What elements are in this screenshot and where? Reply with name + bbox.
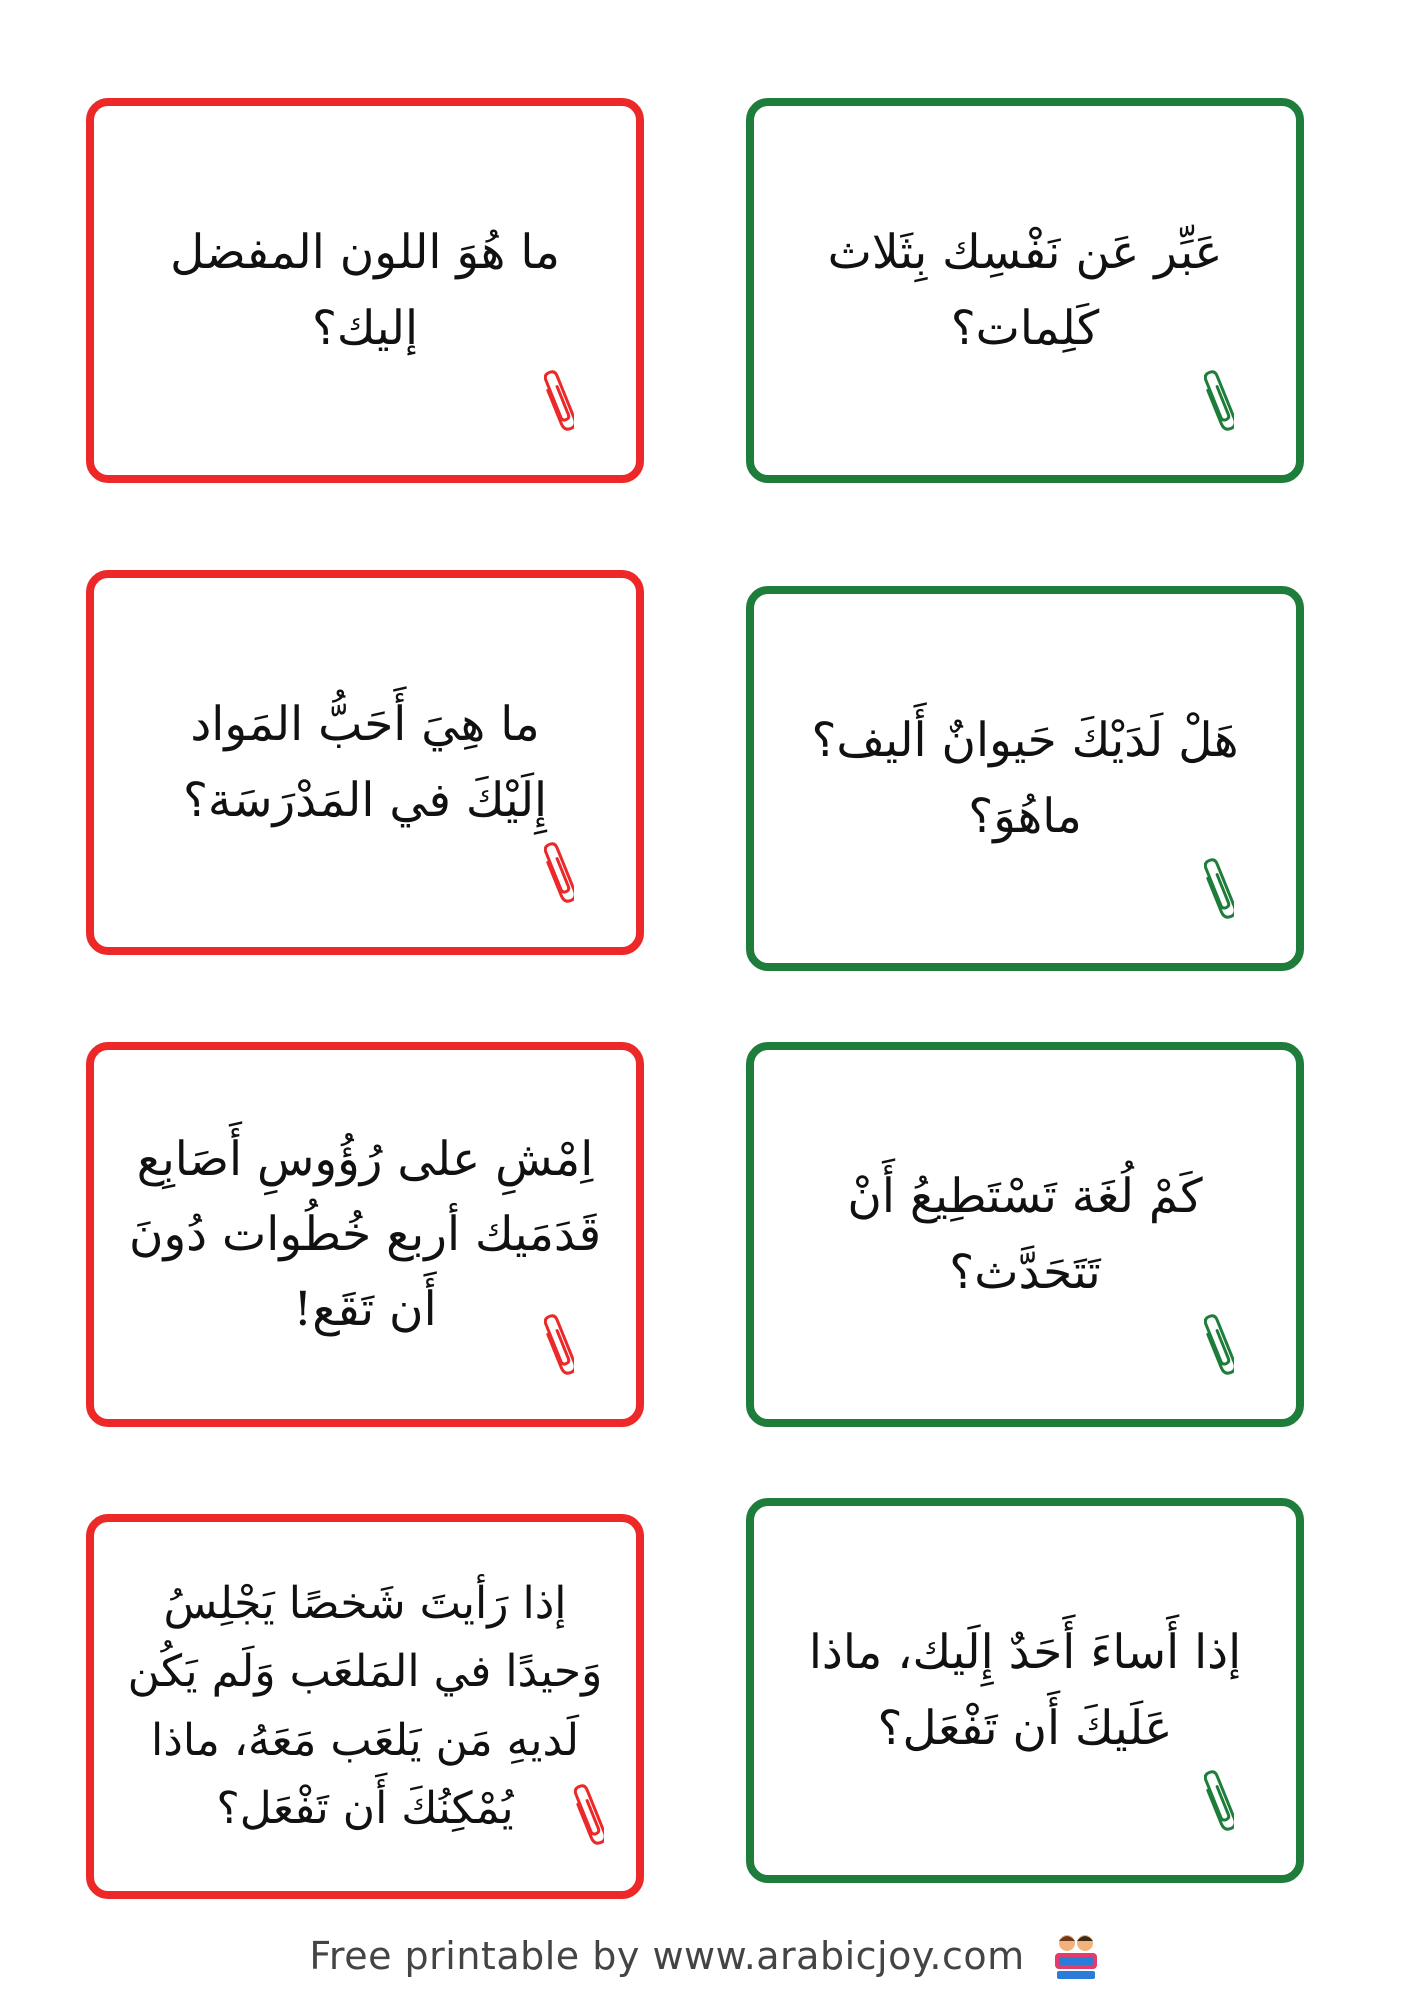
footer [0,1928,1414,1984]
paperclip-icon [544,367,574,437]
card-6 [86,1042,644,1427]
paperclip-icon [1204,855,1234,925]
card-5-text: كَمْ لُغَة تَسْتَطِيعُ أَنْ تَتَحَدَّث؟ [847,1169,1203,1300]
paperclip-icon [1204,367,1234,437]
card-7-text: إذا أَساءَ أَحَدٌ إِلَيك، ماذا عَلَيكَ أَن تَفْعَل؟ [808,1625,1242,1756]
card-3-text: هَلْ لَدَيْكَ حَيوانٌ أَليف؟ ماهُوَ؟ [811,713,1239,844]
card-4 [86,570,644,955]
card-3 [746,586,1304,971]
card-4-text: ما هِيَ أَحَبُّ المَواد إِلَيْكَ في المَدْرَسَة؟ [182,697,548,828]
paperclip-icon [544,839,574,909]
card-6-text: اِمْشِ على رُؤُوسِ أَصَابِع قَدَمَيك أربع خُطُوات دُونَ أَن تَقَع! [128,1131,602,1338]
paperclip-icon [574,1781,604,1851]
paperclip-icon [1204,1311,1234,1381]
card-8 [86,1514,644,1899]
card-7 [746,1498,1304,1883]
arabic-joy-logo-icon [1047,1927,1105,1985]
card-1 [746,98,1304,483]
footer-credit: Free printable by www.arabicjoy.com [309,1934,1025,1978]
card-5 [746,1042,1304,1427]
card-1-text: عَبِّر عَن نَفْسِك بِثَلاث كَلِمات؟ [827,225,1223,356]
card-2 [86,98,644,483]
paperclip-icon [544,1311,574,1381]
card-8-text: إذا رَأيتَ شَخصًا يَجْلِسُ وَحيدًا في المَلعَب وَلَم يَكُن لَديهِ مَن يَلعَب مَعَهُ، ماذا يُمْكِنُكَ أَن تَفْعَل؟ [127,1578,603,1834]
paperclip-icon [1204,1767,1234,1837]
card-2-text: ما هُوَ اللون المفضل إليك؟ [170,225,560,356]
